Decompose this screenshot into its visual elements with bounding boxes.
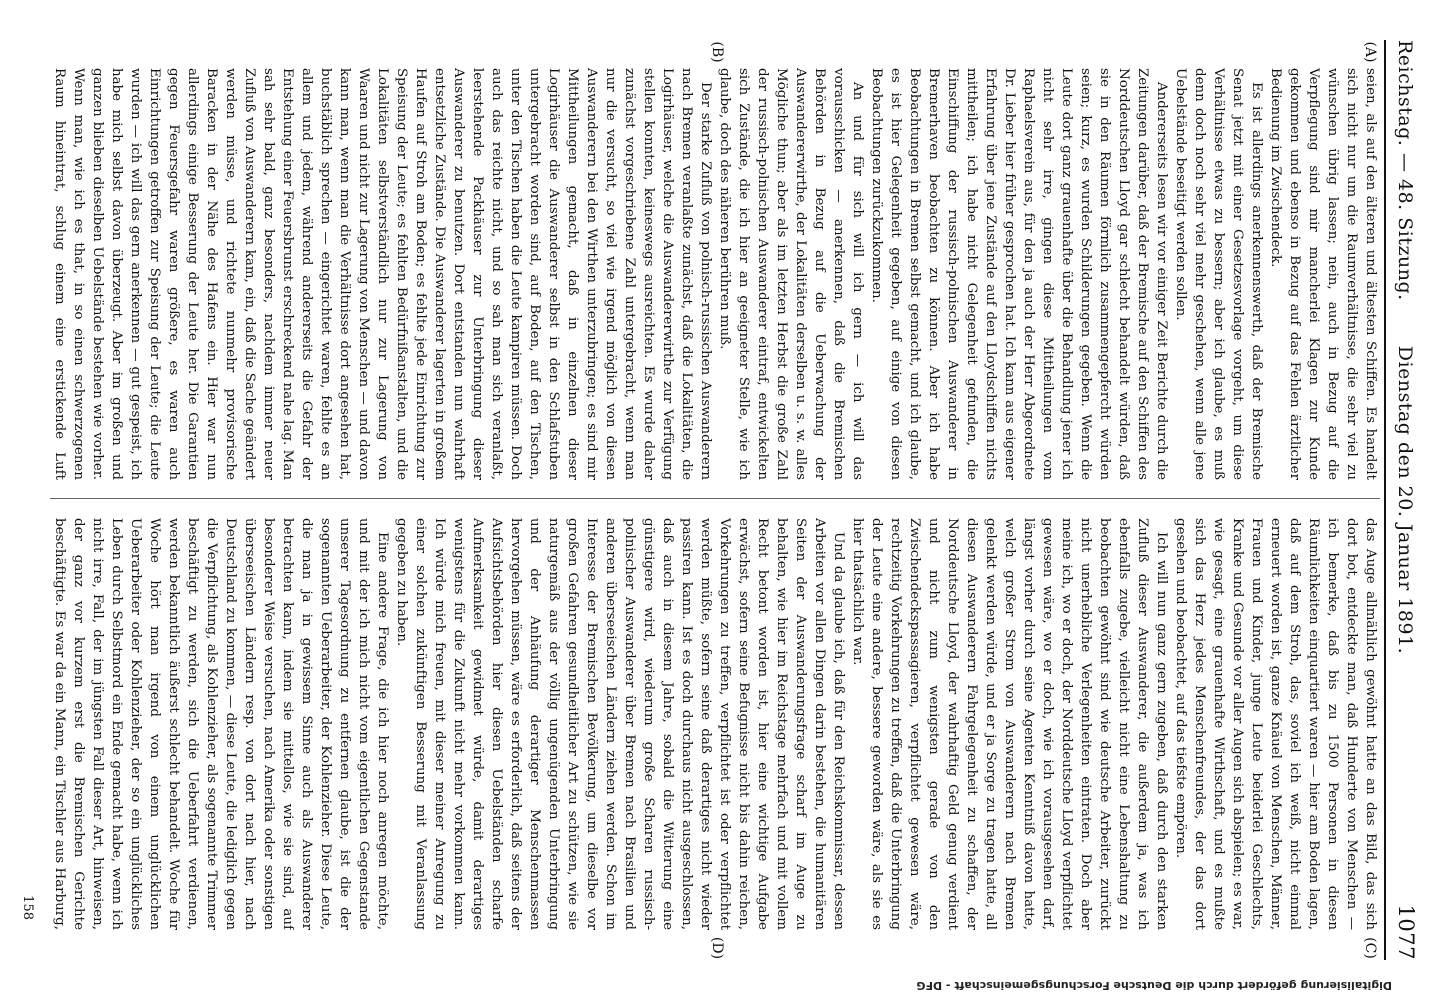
left-column — [50, 68, 1380, 480]
header-session: Reichstag. — 48. Sitzung. — [1394, 40, 1416, 301]
margin-marker-a: (A) — [1362, 41, 1378, 63]
margin-marker-b: (B) — [709, 41, 725, 63]
right-paragraph-4: Eine andere Frage, die ich hier noch anregen möchte, und mit der ich mich nicht vom eigentlichen Gegenstande unserer Tagesordnung zu entfernen glaube, ist die der sogenannten Ueberarbeiter, der Kohlenzieher. Diese Leute, die man ja in gewissem Sinne auch als Auswanderer betrachten kann, indem sie mittellos, wie sie sind, auf besonderer Weise versuchen, nach Amerika oder sonstigen überseeischen Ländern resp. von dort nach hier, nach Deutschland zu kommen, — diese Leute, die lediglich gegen die Verpflichtung, als Kohlenzieher, als sogenannte Trimmer beschäftigt zu werden, sich die Ueberfahrt verdienen, werden bekanntlich äußerst schlecht behandelt. Woche für Woche hört man irgend von einem unglücklichen Ueberarbeiter oder Kohlenzieher, der so ein unglückliches Leben durch Selbstmord ein Ende gemacht habe, wenn ich nicht irre, Fall, der im jüngsten Fall dieser Art, hinweisen, der ganz vor kurzem erst die Bremischen Gerichte beschäftigte. Es war da ein Mann, ein Tischler aus Harburg, — [52, 518, 390, 930]
margin-marker-d: (D) — [709, 936, 725, 960]
right-paragraph-3: Und da glaube ich, daß für den Reichskommissar, dessen Arbeiten vor allen Dingen darin bestehen, die humanitären Seiten der Auswanderungsfrage scharf im Auge zu behalten, wie hier im Reichstage mehrfach und mit vollem Recht betont worden ist, hier eine wichtige Aufgabe erwächst, sofern seine Befugnisse nicht bis dahin reichen, Vorkehrungen zu treffen, verpflichtet ist oder verpflichtet werden müßte, sofern seine daß derartiges nicht wieder passiren kann. Ist es doch durchaus nicht ausgeschlossen, daß auch in diesem Jahre, sobald die Witterung eine günstigere wird, wiederum große Scharen russisch-polnischer Auswanderer über Bremen nach Brasilien und anderen überseeischen Ländern ziehen werden. Schon im Interesse der Bremischen Bevölkerung, um dieselbe vor großen Gefahren gesundheitlicher Art zu schützen, wie sie naturgemäß aus der völlig ungenügenden Unterbringung und der Anhäufung derartiger Menschenmassen hervorgehen müssen, wäre es erforderlich, daß seitens der Aufsichtsbehörden hier diesen Uebelständen scharfe Aufmerksamkeit gewidmet würde, damit derartiges wenigstens für die Zukunft nicht mehr vorkommen kann. Ich würde mich freuen, mit dieser meiner Anregung zu einer solchen zukünftigen Besserung mit Veranlassung gegeben zu haben. — [394, 518, 846, 930]
left-paragraph-1: seien, als auf den älteren und ältesten Schiffen. Es handelt sich nicht nur um die Raumverhältnisse, die sehr viel zu wünschen übrig lassen; nein, auch in Bezug auf die Verpflegung sind mir mancherlei Klagen zur Kunde gekommen und ebenso in Bezug auf das Fehlen ärztlicher Bedienung im Zwischendeck. — [1268, 68, 1378, 480]
signature-number: 158 — [20, 895, 35, 920]
right-paragraph-2: Ich will nun ganz gern zugeben, daß durch den starken Zufluß dieser Auswanderer, die außerdem ja, was ich ebenfalls zugebe, vielleicht nicht eine Lebenshaltung zu beobachten gewöhnt sind wie deutsche Arbeiter, zurückt nicht unerhebliche Verlegenheiten eintraten. Doch aber meine ich, wo er doch, der Norddeutsche Lloyd verpflichtet gewesen wäre, wo er doch, wie ich vorausgesehen darf, längst vorher durch seine Agenten Kenntniß davon hatte, welch großer Strom von Auswanderern nach Bremen gelenkt werden würde, und er ja Sorge zu tragen hatte, all diesen Auswanderern Fahrgelegenheit zu schaffen, der Norddeutsche Lloyd, der wahrhaftig Geld genug verdient und nicht zum wenigsten gerade von den Zwischendeckspassagieren, verpflichtet gewesen wäre, rechtzeitig Vorkehrungen zu treffen, daß die Unterbringung der Leute eine andere, bessere geworden wäre, als sie es hier thatsächlich war. — [850, 518, 1169, 930]
left-paragraph-2: Es ist allerdings anerkennenswerth, daß der Bremische Senat jetzt mit einer Gesetzesvorlage vorgeht, um diese Verhältnisse etwas zu bessern; aber ich glaube, es muß denn doch noch sehr viel mehr geschehen, wenn alle jene Uebelstände beseitigt werden sollen. — [1173, 68, 1264, 480]
header-page-number: 1077 — [1394, 904, 1418, 960]
text-columns — [20, 40, 1380, 960]
column-divider — [50, 498, 1380, 499]
left-paragraph-3: Andererseits lesen wir vor einiger Zeit Berichte durch die Zeitungen darüber, daß der Bremische auf den Schiffen des Norddeutschen Lloyd gar schlecht behandelt würden, daß sie in den Räumen förmlich zusammengepfercht würden seien; kurz, es wurden Schilderungen gegeben. Wenn die Leute dort ganz grauenhafte über die Behandlung jener ich nicht sehr irre, gingen diese Mittheilungen vom Raphaelsverein aus, für den ja auch der Herr Abgeordnete Dr. Lieber hier früher gesprochen hat. Ich kann aus eigener Erfahrung über jene Zustände auf den Lloydschiffen nichts mittheilen; ich habe nicht Gelegenheit gefunden, die Einschiffung der russisch-polnischen Auswanderer in Bremerhaven beobachten zu können. Aber ich habe Beobachtungen in Bremen selbst gemacht, und ich glaube, es ist hier Gelegenheit gegeben, auf einige von diesen Beobachtungen zurückzukommen. — [869, 68, 1169, 480]
right-paragraph-1: das Auge allmählich gewöhnt hatte an das Bild, das sich dort bot, entdeckte man, daß Hunderte von Menschen — ich bemerke, daß bis zu 1500 Personen in diesen Räumlichkeiten einquartiert waren — hier am Boden lagen, daß auf dem Stroh, das, soviel ich weiß, nicht einmal erneuert worden ist, ganze Knäuel von Menschen, Männer, Frauen und Kinder, junge Leute beiderlei Geschlechts, Kranke und Gesunde vor aller Augen sich abspielen; es war, wie gesagt, eine grauenhafte Wirthschaft, und es mußte sich das Herz jedes Menschenfreundes, der das dort gesehen und beobachtet, auf das tiefste empören. — [1173, 518, 1378, 930]
page-header — [1384, 40, 1422, 960]
left-paragraph-4: An und für sich will ich gern — ich will das vorausschicken — anerkennen, daß die Bremischen Behörden in Bezug auf die Ueberwachung der Auswandererwirthe, der Lokalitäten derselben u. s. w. alles Mögliche thun; aber als im letzten Herbst die große Zahl der russisch-polnischen Auswanderer eintraf, entwickelten sich Zustände, die ich hier an geeigneter Stelle, wie ich glaube, doch des näheren berühren muß. — [717, 68, 865, 480]
margin-marker-c: (C) — [1362, 937, 1378, 959]
left-paragraph-5: Der starke Zufluß von polnisch-russischen Auswanderern nach Bremen veranlaßte zunächst, daß die Lokalitäten, die Logirhäuser, welche die Auswandererwirthe zur Verfügung stellen konnten, keineswegs ausreichten. Es wurde daher zunächst vorgeschriebene Zahl untergebracht, wenn man nur die versucht, so viel wie irgend möglich von diesen Auswanderern bei den Wirthen unterzubringen; es sind mir Mittheilungen gemacht, daß in einzelnen dieser Logirhäuser die Auswanderer selbst in den Schlafstuben untergebracht worden sind, auf Boden, auf den Tischen, unter den Tischen haben die Leute kampiren müssen. Doch auch das reichte nicht, und so sah man sich veranlaßt, leerstehende Packhäuser zur Unterbringung dieser Auswanderer zu benutzen. Dort entstanden nun wahrhaft entsetzliche Zustände. Die Auswanderer lagerten in großem Haufen auf Stroh am Boden; es fehlte jede Einrichtung zur Speisung der Leute; es fehlten Bedürfnißanstalten, und die Lokalitäten selbstverständlich nur zur Lagerung von Waaren und nicht zur Lagerung von Menschen — und davon kann man, wenn man die Verhältnisse dort angesehen hat, buchstäblich sprechen — eingerichtet waren, fehlte es an allem und jedem, während andererseits die Gefahr der Entstehung einer Feuersbrunst erschreckend nahe lag. Man sah sehr bald, ganz besonders, nachdem immer neuer Zufluß von Auswanderern kam, ein, daß die Sache geändert werden müsse, und richtete nunmehr provisorische Baracken in der Nähe des Hafens ein. Hier war nun allerdings einige Besserung der Leute her. Die Garantien gegen Feuersgefahr waren größere, es waren auch Einrichtungen getroffen zur Speisung der Leute; die Leute wurden — ich will das gern anerkennen — gut gespeist, ich habe mich selbst davon überzeugt. Aber im großen und ganzen blieben dieselben Uebelstände bestehen wie vorher. Wenn man, wie ich es that, in so einen schwerzogenen Raum hineintrat, schlug einem eine erstickende Luft — [52, 68, 713, 480]
digitization-note: Digitalisierung gefördert durch die Deutsche Forschungsgemeinschaft - DFG — [916, 979, 1392, 992]
header-date: Dienstag den 20. Januar 1891. — [1394, 345, 1416, 655]
right-column — [50, 518, 1380, 930]
